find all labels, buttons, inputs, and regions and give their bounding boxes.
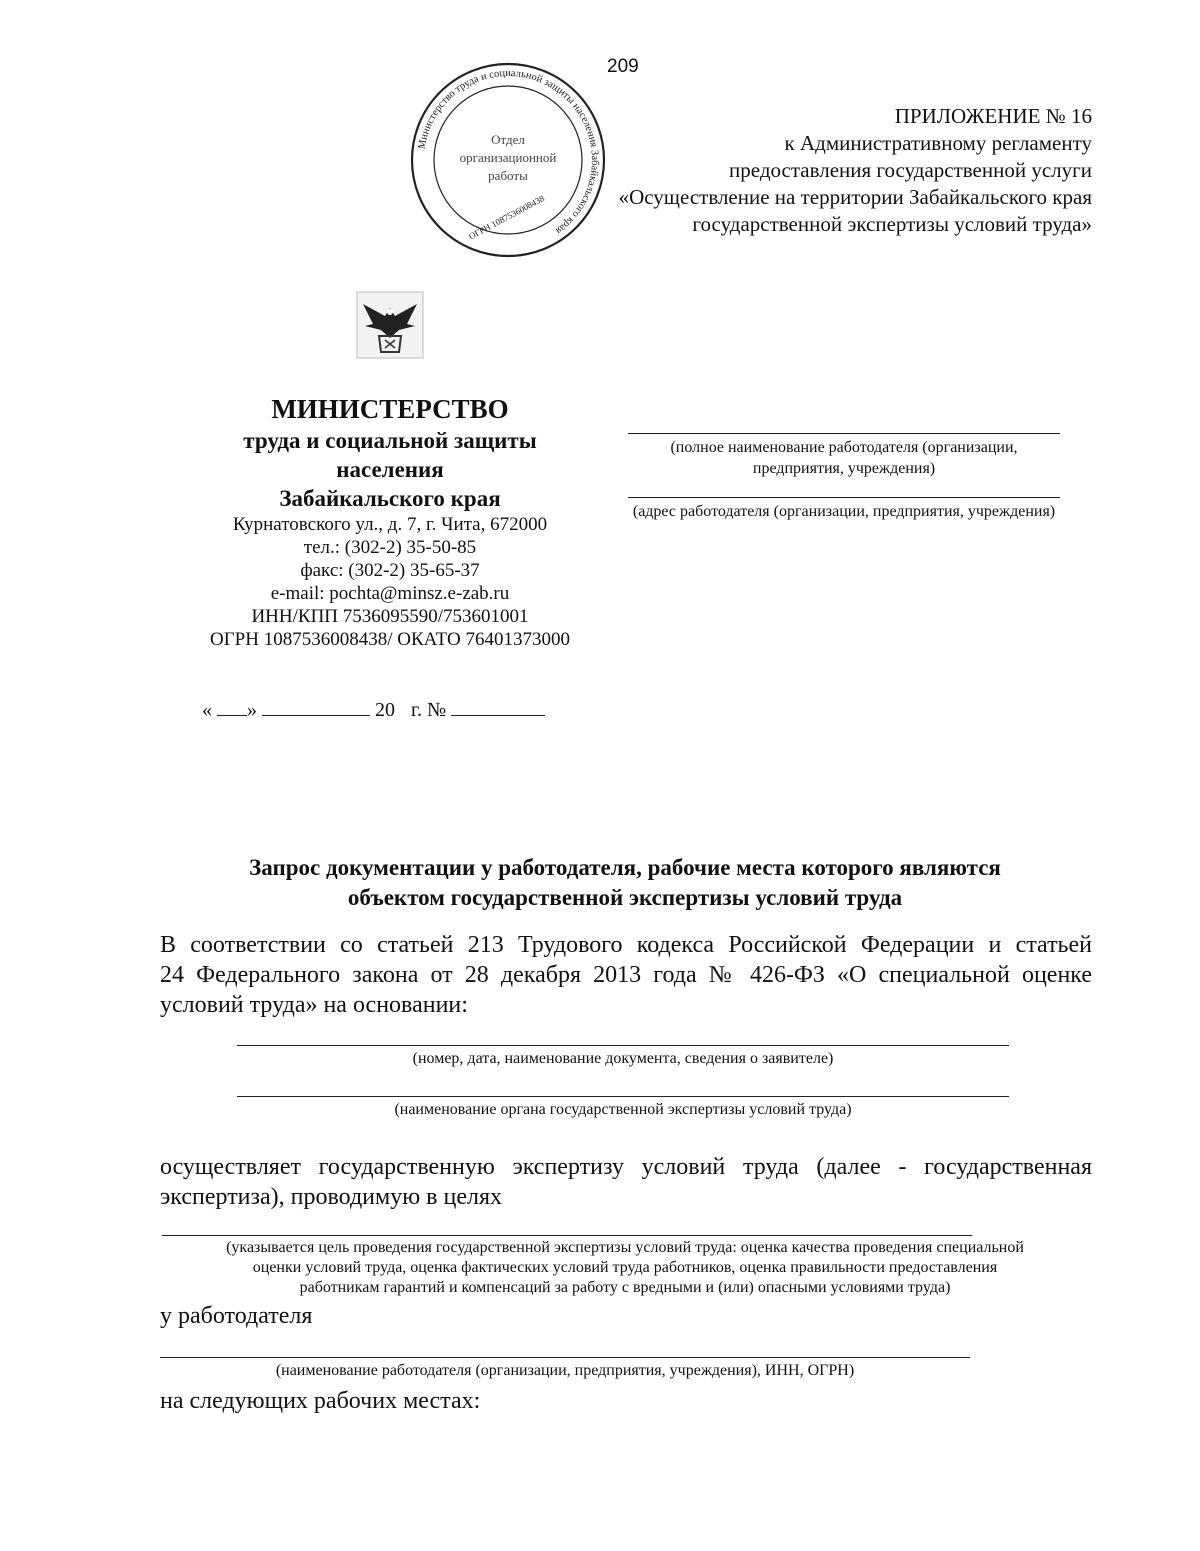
- document-line[interactable]: [237, 1045, 1009, 1046]
- ministry-subtitle-line: населения: [336, 457, 444, 482]
- stamp-outer-text: Министерство труда и социальной защиты населения Забайкальского края: [416, 67, 601, 237]
- ministry-email: e-mail: pochta@minsz.e-zab.ru: [270, 583, 510, 604]
- year-prefix: 20: [375, 699, 395, 721]
- ministry-subtitle-line: труда и социальной защиты: [243, 428, 537, 453]
- stamp-center-line-1: Отдел: [491, 132, 525, 147]
- heading-line: Запрос документации у работодателя, рабочие места которого являются: [249, 855, 1001, 880]
- ministry-phone: тел.: (302-2) 35-50-85: [303, 537, 477, 558]
- stamp-ogrn: ОГРН 1087536008438: [467, 193, 547, 242]
- appendix-line: государственной экспертизы условий труда»: [692, 212, 1092, 236]
- appendix-line: ПРИЛОЖЕНИЕ № 16: [894, 104, 1092, 128]
- document-heading: [160, 853, 1090, 913]
- employer-field[interactable]: [160, 1357, 970, 1381]
- coat-of-arms-icon: [355, 290, 425, 360]
- date-open-quote: «: [202, 699, 212, 721]
- employer-line[interactable]: [160, 1357, 970, 1358]
- recipient-name-field[interactable]: [628, 433, 1060, 479]
- expertise-paragraph: [160, 1152, 1092, 1212]
- intro-paragraph: [160, 930, 1092, 1020]
- appendix-line: «Осуществление на территории Забайкальского края: [618, 185, 1092, 209]
- date-close-quote: »: [247, 699, 257, 721]
- purpose-caption-line: (указывается цель проведения государственной экспертизы условий труда: оценка качества проведения специальной: [226, 1239, 1024, 1256]
- document-caption: (номер, дата, наименование документа, сведения о заявителе): [412, 1050, 834, 1067]
- ministry-address: Курнатовского ул., д. 7, г. Чита, 672000: [232, 514, 548, 535]
- authority-line[interactable]: [237, 1096, 1009, 1097]
- date-number-line: [202, 697, 545, 722]
- purpose-line[interactable]: [162, 1235, 972, 1236]
- authority-field[interactable]: [237, 1096, 1009, 1120]
- number-blank[interactable]: [451, 697, 545, 716]
- page-number: 209: [607, 56, 639, 77]
- appendix-header: [552, 103, 1092, 238]
- authority-caption: (наименование органа государственной экспертизы условий труда): [394, 1101, 852, 1118]
- recipient-name-line[interactable]: [628, 433, 1060, 434]
- day-blank[interactable]: [217, 697, 247, 716]
- stamp-center-line-3: работы: [488, 168, 528, 183]
- ministry-subtitle-line: Забайкальского края: [279, 486, 501, 511]
- paragraph-line: 24 Федерального закона от 28 декабря 2013 года № 426-ФЗ «О специальной оценке: [160, 962, 1092, 988]
- employer-label: у работодателя: [160, 1303, 313, 1329]
- recipient-address-field[interactable]: [628, 497, 1060, 522]
- number-label: г. №: [411, 699, 447, 721]
- appendix-line: предоставления государственной услуги: [729, 158, 1092, 182]
- recipient-name-caption: (полное наименование работодателя (организации, предприятия, учреждения): [670, 439, 1018, 477]
- recipient-address-caption: (адрес работодателя (организации, предприятия, учреждения): [632, 503, 1056, 520]
- stamp-center-line-2: организационной: [459, 150, 557, 165]
- month-blank[interactable]: [262, 697, 370, 716]
- ministry-fax: факс: (302-2) 35-65-37: [300, 560, 480, 581]
- paragraph-line: осуществляет государственную экспертизу условий труда (далее - государственная: [160, 1154, 1092, 1180]
- purpose-caption-line: работникам гарантий и компенсаций за работу с вредными и (или) опасными условиями труда): [299, 1279, 951, 1296]
- ministry-letterhead: [190, 392, 590, 651]
- purpose-caption-line: оценки условий труда, оценка фактических условий труда работников, оценка правильности предоставления: [252, 1259, 998, 1276]
- paragraph-line: условий труда» на основании:: [160, 992, 468, 1018]
- paragraph-line: В соответствии со статьей 213 Трудового кодекса Российской Федерации и статьей: [160, 932, 1092, 958]
- ministry-inn-kpp: ИНН/КПП 7536095590/753601001: [251, 606, 529, 627]
- appendix-line: к Административному регламенту: [784, 131, 1092, 155]
- recipient-address-line[interactable]: [628, 497, 1060, 498]
- employer-caption: (наименование работодателя (организации, предприятия, учреждения), ИНН, ОГРН): [275, 1362, 855, 1379]
- document-field[interactable]: [237, 1045, 1009, 1069]
- heading-line: объектом государственной экспертизы условий труда: [347, 885, 903, 910]
- ministry-title: МИНИСТЕРСТВО: [271, 394, 509, 424]
- purpose-field[interactable]: [160, 1235, 1090, 1298]
- ministry-ogrn-okato: ОГРН 1087536008438/ ОКАТО 76401373000: [209, 629, 571, 650]
- paragraph-line: экспертиза), проводимую в целях: [160, 1184, 502, 1210]
- workplaces-label: на следующих рабочих местах:: [160, 1388, 481, 1414]
